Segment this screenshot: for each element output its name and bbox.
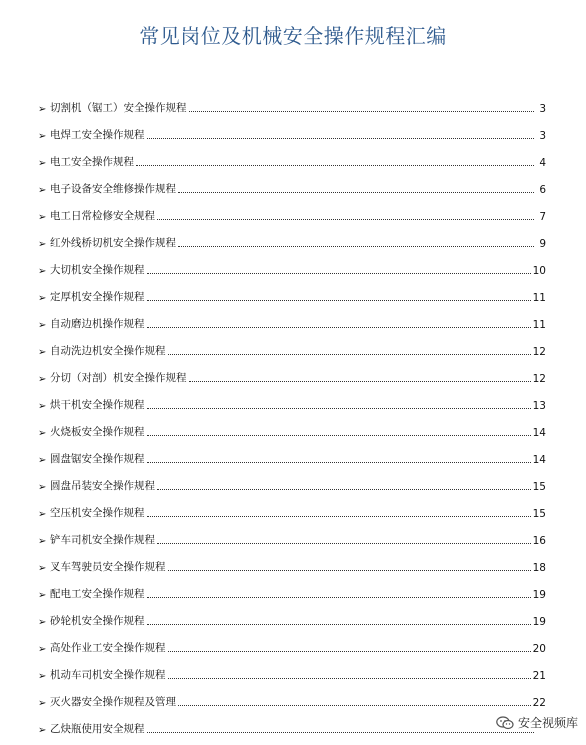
toc-entry-label: 切割机（锯工）安全操作规程 [50,102,187,114]
toc-leader-dots [189,110,535,112]
toc-leader-dots [147,326,531,328]
toc-entry[interactable] [38,520,546,547]
toc-entry[interactable] [38,88,546,115]
toc-marker-icon: ➢ [38,455,47,466]
toc-entry-page: 11 [532,292,546,304]
toc-entry[interactable] [38,331,546,358]
toc-marker-icon: ➢ [38,266,47,277]
toc-marker-icon: ➢ [38,482,47,493]
toc-entry[interactable] [38,466,546,493]
toc-entry-page: 19 [532,589,546,601]
toc-entry-label: 自动磨边机操作规程 [50,318,145,330]
toc-entry-label: 电工日常检修安全规程 [50,210,155,222]
toc-entry-page: 14 [532,427,546,439]
toc-leader-dots [147,434,531,436]
toc-marker-icon: ➢ [38,536,47,547]
toc-entry-label: 高处作业工安全操作规程 [50,642,166,654]
toc-marker-icon: ➢ [38,563,47,574]
toc-marker-icon: ➢ [38,131,47,142]
toc-entry-page: 6 [539,184,546,196]
toc-entry-page: 12 [532,373,546,385]
toc-entry[interactable] [38,439,546,466]
toc-leader-dots [157,542,531,544]
toc-entry[interactable] [38,169,546,196]
toc-entry-label: 配电工安全操作规程 [50,588,145,600]
toc-leader-dots [178,704,531,706]
toc-entry[interactable] [38,655,546,682]
toc-marker-icon: ➢ [38,293,47,304]
toc-entry[interactable] [38,682,546,709]
toc-entry-label: 叉车驾驶员安全操作规程 [50,561,166,573]
toc-entry[interactable] [38,493,546,520]
toc-entry-label: 乙炔瓶使用安全规程 [50,723,145,735]
toc-marker-icon: ➢ [38,212,47,223]
toc-entry-page: 18 [532,562,546,574]
toc-leader-dots [168,353,531,355]
toc-entry[interactable] [38,385,546,412]
toc-entry-label: 红外线桥切机安全操作规程 [50,237,176,249]
toc-entry-page: 9 [539,238,546,250]
toc-entry-page: 4 [539,157,546,169]
toc-leader-dots [147,407,531,409]
toc-leader-dots [168,677,531,679]
toc-entry[interactable] [38,223,546,250]
toc-entry[interactable] [38,358,546,385]
toc-entry-page: 15 [532,481,546,493]
toc-entry-page: 10 [532,265,546,277]
toc-entry-label: 灭火器安全操作规程及管理 [50,696,176,708]
toc-entry[interactable] [38,115,546,142]
toc-marker-icon: ➢ [38,320,47,331]
toc-entry-label: 空压机安全操作规程 [50,507,145,519]
toc-entry[interactable] [38,142,546,169]
toc-leader-dots [147,623,531,625]
toc-marker-icon: ➢ [38,401,47,412]
toc-entry[interactable] [38,628,546,655]
toc-marker-icon: ➢ [38,725,47,736]
toc-leader-dots [178,191,534,193]
toc-entry-page: 22 [532,697,546,709]
toc-entry-label: 烘干机安全操作规程 [50,399,145,411]
toc-leader-dots [147,731,535,733]
toc-marker-icon: ➢ [38,428,47,439]
toc-entry[interactable] [38,196,546,223]
toc-entry-page: 20 [532,643,546,655]
toc-leader-dots [147,596,531,598]
toc-marker-icon: ➢ [38,158,47,169]
toc-entry-page: 12 [532,346,546,358]
toc-entry[interactable] [38,412,546,439]
watermark [496,714,578,731]
toc-entry-label: 圆盘吊装安全操作规程 [50,480,155,492]
toc-entry-label: 分切（对剖）机安全操作规程 [50,372,187,384]
toc-entry-page: 3 [539,130,546,142]
toc-entry[interactable] [38,601,546,628]
toc-marker-icon: ➢ [38,239,47,250]
toc-entry-page: 14 [532,454,546,466]
table-of-contents [38,88,546,736]
toc-marker-icon: ➢ [38,509,47,520]
toc-entry-page: 16 [532,535,546,547]
toc-marker-icon: ➢ [38,671,47,682]
toc-entry-label: 电子设备安全维修操作规程 [50,183,176,195]
toc-entry-label: 圆盘锯安全操作规程 [50,453,145,465]
watermark-text: 安全视频库 [517,716,578,730]
toc-marker-icon: ➢ [38,185,47,196]
toc-entry-label: 铲车司机安全操作规程 [50,534,155,546]
toc-leader-dots [136,164,534,166]
toc-leader-dots [147,272,531,274]
toc-leader-dots [157,488,531,490]
toc-entry[interactable] [38,304,546,331]
toc-entry-label: 机动车司机安全操作规程 [50,669,166,681]
toc-entry-page: 13 [532,400,546,412]
toc-entry-page: 3 [539,103,546,115]
toc-marker-icon: ➢ [38,374,47,385]
wechat-icon [496,716,514,730]
toc-entry[interactable] [38,277,546,304]
toc-entry-label: 大切机安全操作规程 [50,264,145,276]
toc-leader-dots [168,650,531,652]
toc-marker-icon: ➢ [38,590,47,601]
toc-entry-label: 砂轮机安全操作规程 [50,615,145,627]
toc-entry-label: 电焊工安全操作规程 [50,129,145,141]
toc-leader-dots [147,461,531,463]
toc-entry[interactable] [38,709,546,736]
toc-entry-page: 7 [539,211,546,223]
toc-entry-label: 定厚机安全操作规程 [50,291,145,303]
toc-leader-dots [147,137,535,139]
toc-entry-label: 自动洗边机安全操作规程 [50,345,166,357]
toc-entry-page: 11 [532,319,546,331]
toc-entry[interactable] [38,250,546,277]
toc-leader-dots [189,380,531,382]
toc-marker-icon: ➢ [38,698,47,709]
toc-leader-dots [147,299,531,301]
toc-entry-page: 19 [532,616,546,628]
toc-entry-label: 火烧板安全操作规程 [50,426,145,438]
toc-leader-dots [147,515,531,517]
toc-marker-icon: ➢ [38,104,47,115]
document-title: 常见岗位及机械安全操作规程汇编 [139,24,447,48]
toc-entry-label: 电工安全操作规程 [50,156,134,168]
toc-entry-page: 21 [532,670,546,682]
toc-marker-icon: ➢ [38,644,47,655]
toc-marker-icon: ➢ [38,617,47,628]
toc-leader-dots [178,245,534,247]
toc-entry[interactable] [38,547,546,574]
toc-leader-dots [157,218,534,220]
toc-marker-icon: ➢ [38,347,47,358]
toc-entry[interactable] [38,574,546,601]
toc-entry-page: 15 [532,508,546,520]
toc-leader-dots [168,569,531,571]
